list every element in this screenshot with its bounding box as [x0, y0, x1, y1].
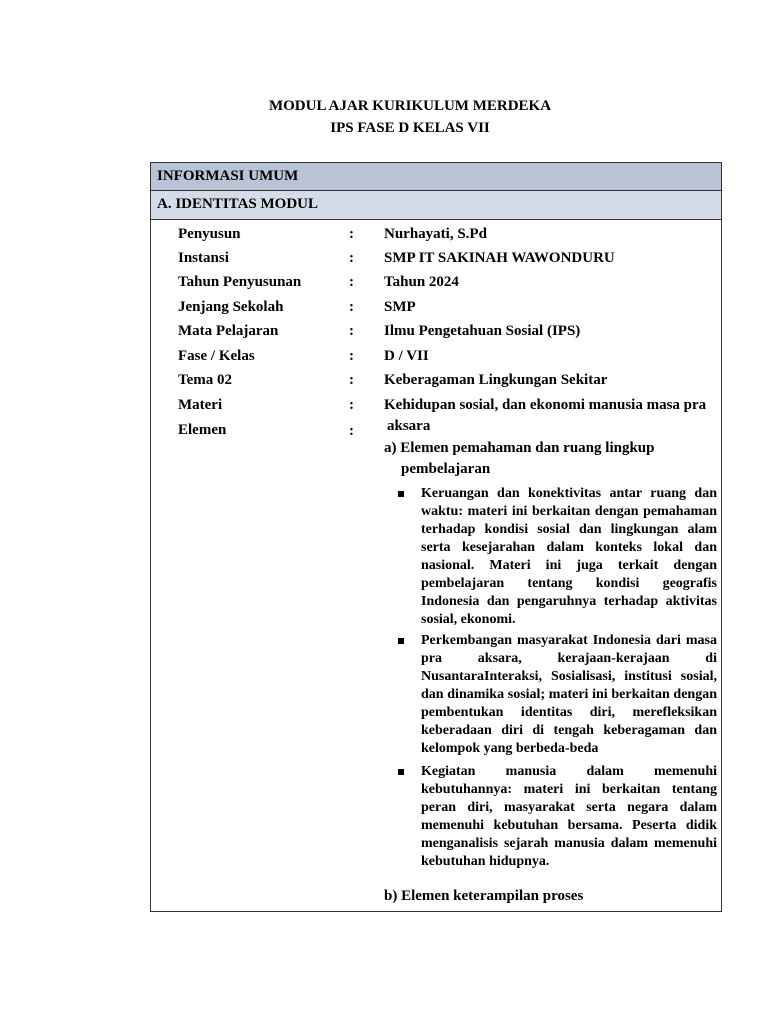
- row-colon: :: [349, 226, 354, 242]
- elemen-a-line1: a) Elemen pemahaman dan ruang lingkup: [384, 440, 655, 456]
- row-label: Penyusun: [178, 226, 241, 242]
- row-label: Tahun Penyusunan: [178, 274, 302, 290]
- elemen-a-line2: pembelajaran: [401, 461, 491, 477]
- document-title: MODUL AJAR KURIKULUM MERDEKA: [268, 98, 552, 114]
- row-label: Tema 02: [178, 372, 233, 388]
- bullet-item: [395, 485, 717, 629]
- row-value-cont: aksara: [387, 418, 431, 434]
- row-value: SMP IT SAKINAH WAWONDURU: [384, 250, 615, 266]
- bullet-text: Kegiatan manusia dalam memenuhi kebutuhannya: materi ini berkaitan tentang peran diri, masyarakat serta negara dalam memenuhi kebutuhan bersama. Peserta didik menganalisis sejarah manusia dalam memenuhi kebutuhan hidupnya.: [421, 764, 717, 869]
- row-label: Elemen: [178, 422, 227, 438]
- row-value: Tahun 2024: [384, 274, 459, 290]
- bullet-item: [395, 763, 717, 871]
- section-header-informasi-umum: INFORMASI UMUM: [151, 163, 721, 191]
- row-label: Fase / Kelas: [178, 348, 255, 364]
- info-table: [150, 162, 722, 912]
- bullet-text: Keruangan dan konektivitas antar ruang dan waktu: materi ini berkaitan dengan pemahaman terhadap kondisi sosial dan lingkungan alam serta kesejarahan dalam konteks lokal dan nasional. Materi ini juga terkait dengan pembelajaran tentang kondisi geografis Indonesia dan pengaruhnya terhadap aktivitas sosial, ekonomi.: [421, 486, 717, 627]
- bullet-square-icon: [398, 769, 404, 775]
- row-value: Kehidupan sosial, dan ekonomi manusia masa pra: [384, 397, 707, 413]
- row-colon: :: [349, 299, 354, 315]
- row-value: D / VII: [384, 348, 429, 364]
- row-label: Jenjang Sekolah: [178, 299, 284, 315]
- elemen-a-heading: [384, 438, 724, 480]
- row-colon: :: [349, 372, 354, 388]
- bullet-item: [395, 632, 717, 758]
- row-value: Nurhayati, S.Pd: [384, 226, 487, 242]
- row-colon: :: [349, 274, 354, 290]
- bullet-square-icon: [398, 491, 404, 497]
- elemen-b-heading: b) Elemen keterampilan proses: [384, 888, 584, 904]
- row-colon: :: [349, 250, 354, 266]
- row-label: Mata Pelajaran: [178, 323, 279, 339]
- row-value: Keberagaman Lingkungan Sekitar: [384, 372, 608, 388]
- document-subtitle: IPS FASE D KELAS VII: [330, 120, 490, 136]
- row-label: Instansi: [178, 250, 229, 266]
- bullet-square-icon: [398, 638, 404, 644]
- row-colon: :: [349, 423, 354, 439]
- row-value: SMP: [384, 299, 416, 315]
- elemen-bullet-list: [395, 485, 717, 871]
- row-colon: :: [349, 348, 354, 364]
- row-label: Materi: [178, 397, 223, 413]
- row-value: Ilmu Pengetahuan Sosial (IPS): [384, 323, 581, 339]
- subsection-header-identitas-modul: A. IDENTITAS MODUL: [151, 191, 721, 220]
- row-colon: :: [349, 397, 354, 413]
- bullet-text: Perkembangan masyarakat Indonesia dari masa pra aksara, kerajaan-kerajaan di NusantaraInteraksi, Sosialisasi, institusi sosial, dan dinamika sosial; materi ini berkaitan dengan pembentukan identitas diri, merefleksikan keberadaan diri di tengah keberagaman dan kelompok yang berbeda-beda: [421, 633, 717, 756]
- row-colon: :: [349, 323, 354, 339]
